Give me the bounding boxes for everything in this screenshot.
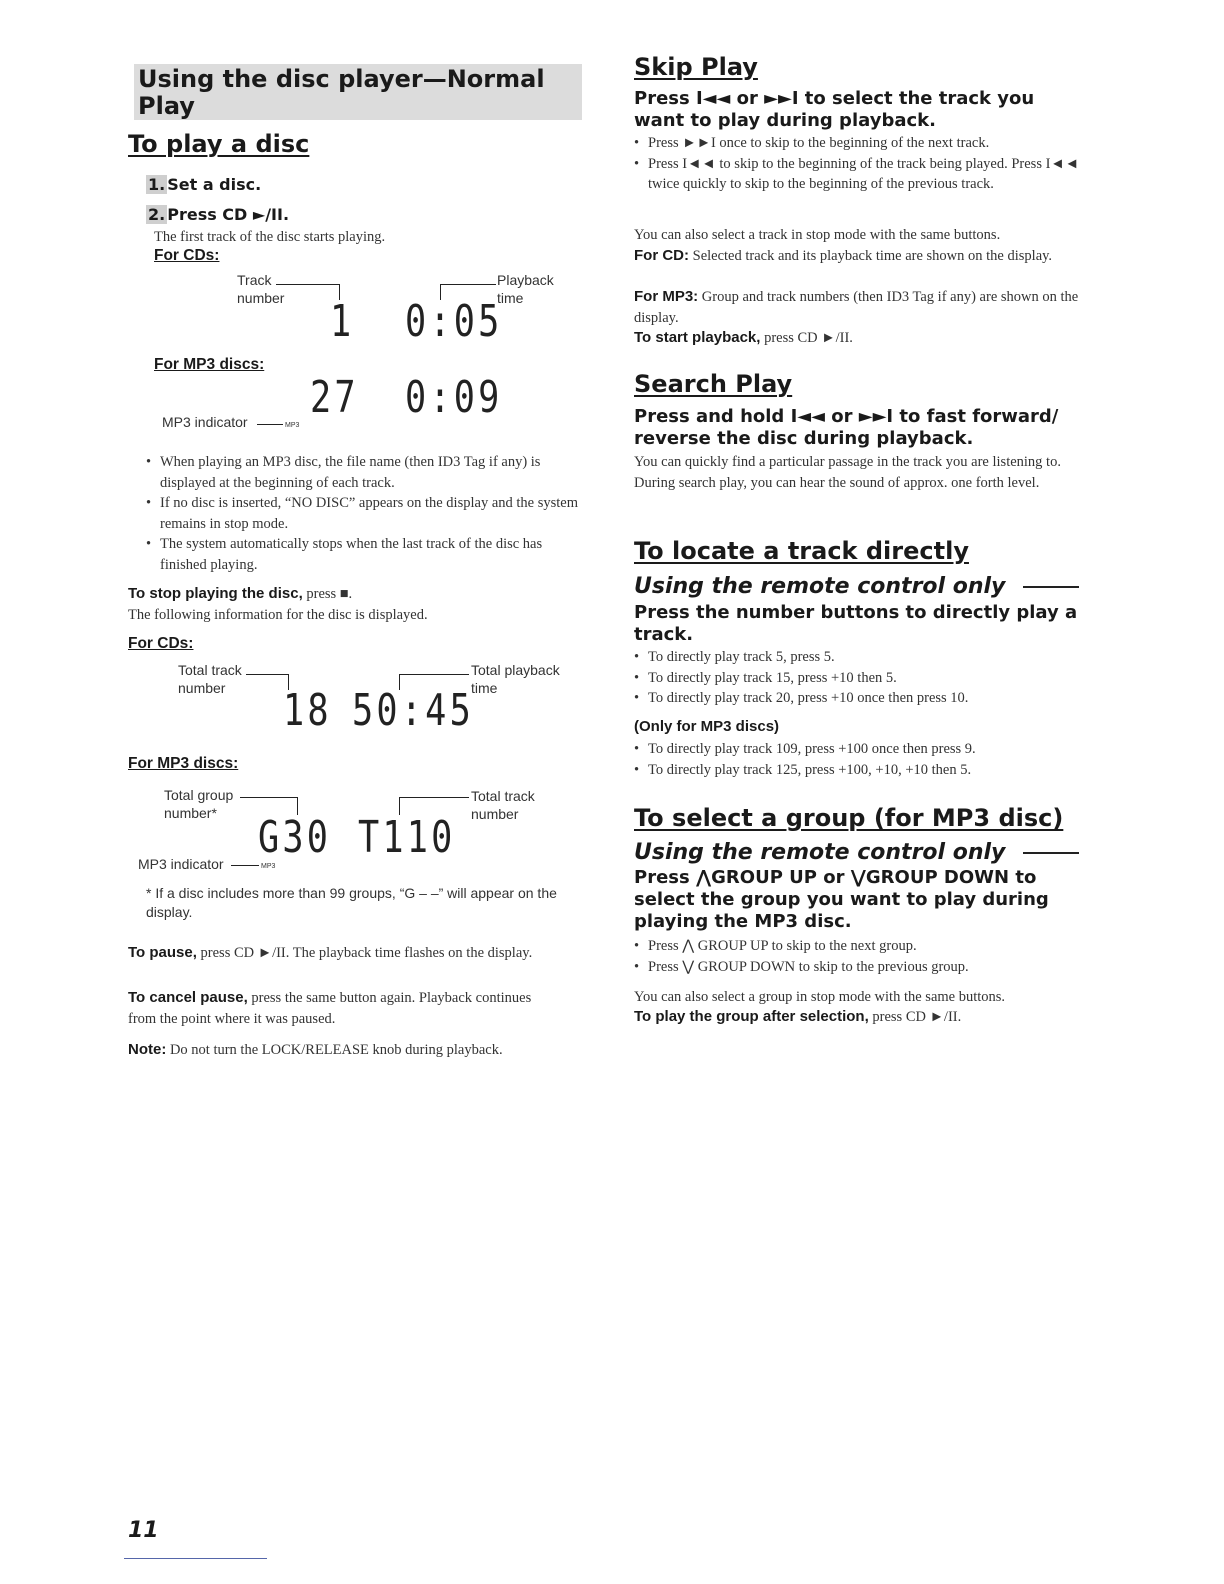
group-remote-subtitle: Using the remote control only xyxy=(634,840,1079,865)
mp3-locate-bullets xyxy=(634,739,1089,780)
section-title-play-disc: To play a disc xyxy=(128,130,310,158)
mp3-bullet-125: • To directly play track 125, press +100, +10, +10 then 5. xyxy=(634,760,1089,781)
mp3-indicator-tag: MP3 xyxy=(285,422,300,429)
locate-bullet-5: • To directly play track 5, press 5. xyxy=(634,647,1089,668)
group-bullet-down: • Press ⋁ GROUP DOWN to skip to the previous group. xyxy=(634,957,1089,978)
label-total-group: Total group number* xyxy=(164,787,234,821)
cancel-pause-instruction xyxy=(128,988,558,1029)
note xyxy=(128,1040,578,1061)
note-bold: Note: xyxy=(128,1041,167,1058)
locate-remote-subtitle: Using the remote control only xyxy=(634,574,1079,599)
group-play-text: press CD ►/II. xyxy=(872,1009,962,1025)
search-play-title: Search Play xyxy=(634,370,793,398)
locate-heading: Press the number buttons to directly play a track. xyxy=(634,602,1078,645)
group-bullets xyxy=(634,936,1089,977)
group-play-bold: To play the group after selection, xyxy=(634,1008,869,1025)
for-cds-label-1: For CDs: xyxy=(154,247,220,264)
note-text: Do not turn the LOCK/RELEASE knob during playback. xyxy=(169,1042,503,1058)
group-description: You can also select a group in stop mode with the same buttons. xyxy=(634,989,1006,1005)
leader-mp3-indicator-2 xyxy=(231,865,259,866)
lcd-cd-total-time: 50:45 xyxy=(352,685,474,736)
for-cd-info xyxy=(634,246,1089,267)
cancel-bold: To cancel pause, xyxy=(128,989,248,1006)
stop-bold: To stop playing the disc, xyxy=(128,585,303,602)
lcd-mp3-track: 27 xyxy=(310,372,359,423)
footnote-groups: * If a disc includes more than 99 groups, “G – –” will appear on the display. xyxy=(146,885,557,920)
group-play-instruction xyxy=(634,1007,1089,1028)
cancel-text: press the same button again. Playback continues from the point where it was paused. xyxy=(128,990,532,1027)
page-number: 11 xyxy=(128,1518,159,1543)
select-group-title: To select a group (for MP3 disc) xyxy=(634,804,1064,832)
leader-playback-h xyxy=(440,284,496,285)
banner-title: Using the disc player—Normal Play xyxy=(134,64,582,120)
stop-description: The following information for the disc is displayed. xyxy=(128,607,428,623)
group-heading: Press ⋀GROUP UP or ⋁GROUP DOWN to select the group you want to play during playing the MP3 disc. xyxy=(634,867,1049,932)
leader-total-track-h xyxy=(246,674,288,675)
pause-bold: To pause, xyxy=(128,944,197,961)
label-mp3-indicator-2: MP3 indicator xyxy=(138,856,224,872)
skip-play-title: Skip Play xyxy=(634,53,758,81)
locate-track-title: To locate a track directly xyxy=(634,537,969,565)
bullet-auto-stop: • The system automatically stops when the last track of the disc has finished playing. xyxy=(146,534,578,575)
label-playback-time: Playback time xyxy=(497,272,554,306)
search-description: You can quickly find a particular passage in the track you are listening to. During search play, you can hear the sound of approx. one forth level. xyxy=(634,454,1061,491)
footer-rule xyxy=(124,1558,267,1559)
lcd-mp3-total-group: G30 xyxy=(258,812,332,863)
skip-bullet-prev: • Press I◄◄ to skip to the beginning of the track being played. Press I◄◄ twice quickly to skip to the beginning of the previous track. xyxy=(634,154,1089,195)
pause-instruction xyxy=(128,943,558,964)
group-bullet-up: • Press ⋀ GROUP UP to skip to the next group. xyxy=(634,936,1089,957)
stop-text: press ■. xyxy=(306,586,353,602)
for-mp3-label-1: For MP3 discs: xyxy=(154,356,265,373)
start-bold: To start playback, xyxy=(634,329,761,346)
skip-bullet-next: • Press ►►I once to skip to the beginning of the next track. xyxy=(634,133,1089,154)
step-2 xyxy=(146,205,289,224)
bullet-mp3-filename: • When playing an MP3 disc, the file name (then ID3 Tag if any) is displayed at the beginning of each track. xyxy=(146,452,578,493)
label-total-playback: Total playback time xyxy=(471,662,560,696)
label-total-track-mp3: Total track number xyxy=(471,788,535,822)
lcd-cd-total-track: 18 xyxy=(283,685,332,736)
lcd-cd-time: 0:05 xyxy=(405,296,503,347)
stop-instruction xyxy=(128,584,583,605)
bullet-list-play xyxy=(146,452,578,575)
for-cd-bold: For CD: xyxy=(634,247,689,264)
label-total-track: Total track number xyxy=(178,662,242,696)
lcd-cd-track: 1 xyxy=(330,296,355,347)
leader-total-track-mp3-h xyxy=(399,797,469,798)
mp3-bullet-109: • To directly play track 109, press +100 once then press 9. xyxy=(634,739,1089,760)
step-2-text: Press CD ►/II. xyxy=(167,205,290,224)
label-track-number: Track number xyxy=(237,272,285,306)
leader-total-group-h xyxy=(240,797,297,798)
step-2-description: The first track of the disc starts playing. xyxy=(154,229,386,245)
for-mp3-text: Group and track numbers (then ID3 Tag if any) are shown on the display. xyxy=(634,289,1079,326)
step-1-number: 1. xyxy=(148,175,166,194)
for-mp3-bold: For MP3: xyxy=(634,288,699,305)
lcd-mp3-time: 0:09 xyxy=(405,372,503,423)
bullet-no-disc: • If no disc is inserted, “NO DISC” appears on the display and the system remains in stop mode. xyxy=(146,493,578,534)
label-mp3-indicator: MP3 indicator xyxy=(162,414,248,430)
mp3-indicator-tag-2: MP3 xyxy=(261,863,276,870)
skip-bullets xyxy=(634,133,1089,195)
start-playback xyxy=(634,328,1089,349)
for-mp3-info xyxy=(634,287,1089,328)
for-cd-text: Selected track and its playback time are shown on the display. xyxy=(692,248,1053,264)
search-play-heading: Press and hold I◄◄ or ►►I to fast forward/ reverse the disc during playback. xyxy=(634,406,1059,449)
pause-text: press CD ►/II. The playback time flashes on the display. xyxy=(200,945,533,961)
leader-track-h xyxy=(276,284,340,285)
start-text: press CD ►/II. xyxy=(764,330,853,346)
locate-bullet-15: • To directly play track 15, press +10 then 5. xyxy=(634,668,1089,689)
step-1-text: Set a disc. xyxy=(167,175,262,194)
skip-description: You can also select a track in stop mode with the same buttons. xyxy=(634,227,1001,243)
leader-total-playback-h xyxy=(399,674,469,675)
lcd-mp3-total-track: T110 xyxy=(358,812,456,863)
locate-bullet-20: • To directly play track 20, press +10 once then press 10. xyxy=(634,688,1089,709)
only-mp3-label: (Only for MP3 discs) xyxy=(634,718,780,735)
locate-bullets xyxy=(634,647,1089,709)
leader-mp3-indicator xyxy=(257,424,283,425)
step-1 xyxy=(146,175,261,194)
step-2-number: 2. xyxy=(148,205,166,224)
skip-play-heading: Press I◄◄ or ►►I to select the track you want to play during playback. xyxy=(634,88,1035,131)
for-cds-label-2: For CDs: xyxy=(128,635,194,652)
for-mp3-label-2: For MP3 discs: xyxy=(128,755,239,772)
